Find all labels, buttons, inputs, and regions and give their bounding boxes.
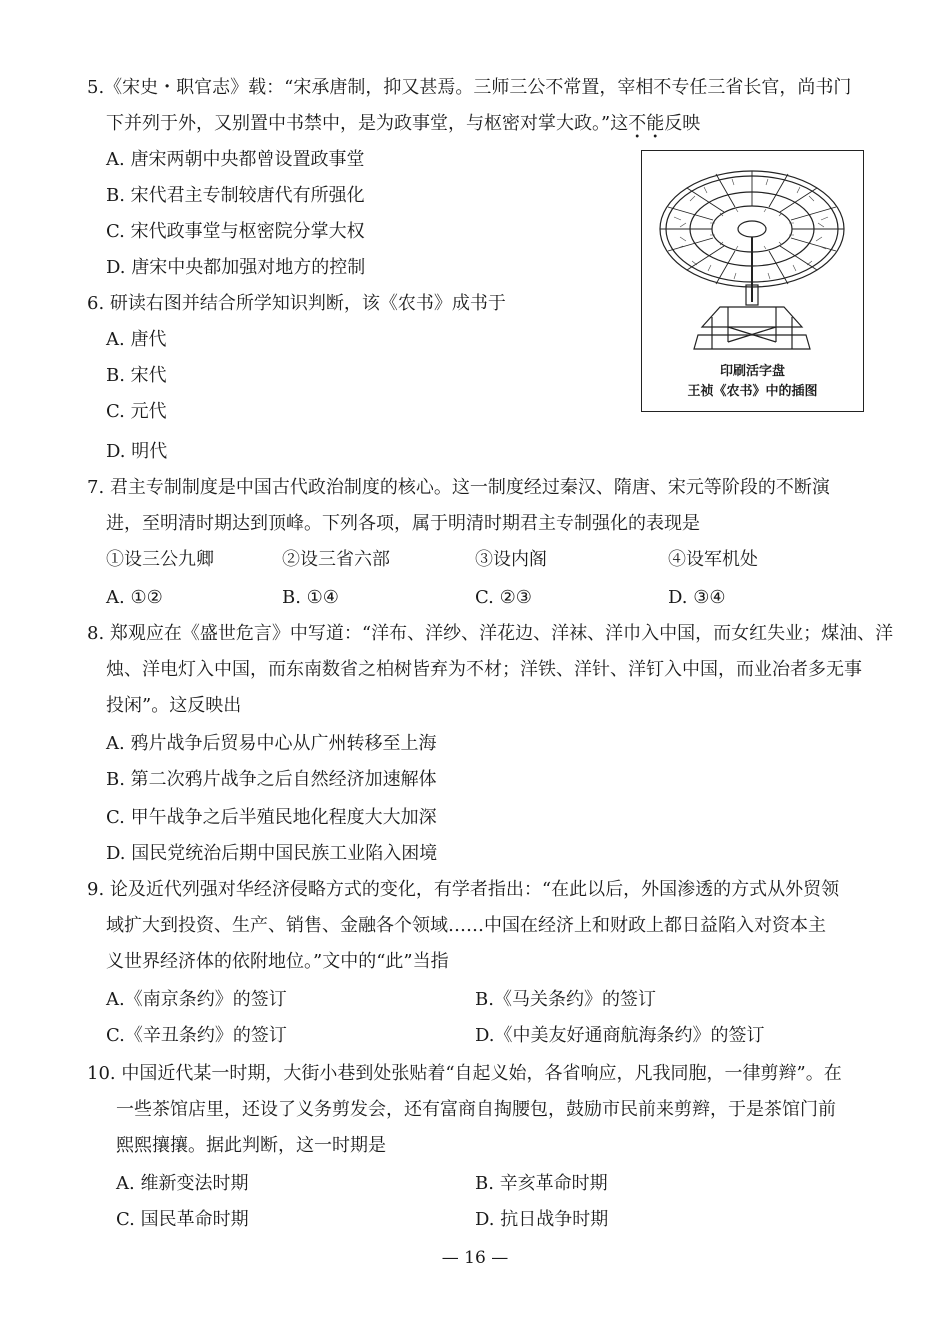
q6-stem: 6. 研读右图并结合所学知识判断，该《农书》成书于 [87,293,506,314]
q7-stem-line1: 7. 君主专制制度是中国古代政治制度的核心。这一制度经过秦汉、隋唐、宋元等阶段的不断演 [87,477,830,498]
q7-option-a: A. ①② [106,587,163,608]
q10-option-d: D. 抗日战争时期 [475,1209,609,1230]
q6-option-b: B. 宋代 [106,365,167,386]
q6-option-c: C. 元代 [106,401,167,422]
q10-stem-line3: 熙熙攘攘。据此判断，这一时期是 [116,1135,386,1156]
q7-item-4: ④设军机处 [668,549,758,570]
q5-stem-line2-pre: 下并列于外，又别置中书禁中，是为政事堂，与枢密对掌大政。”这 [106,113,629,134]
q6-option-a: A. 唐代 [106,329,167,350]
q8-stem-line2: 烛、洋电灯入中国，而东南数省之柏树皆弃为不材；洋铁、洋针、洋钉入中国，而业冶者多无事 [106,659,862,680]
q8-stem-line1: 8. 郑观应在《盛世危言》中写道：“洋布、洋纱、洋花边、洋袜、洋巾入中国，而女红失业；煤油、洋 [87,623,894,644]
q10-stem-line1: 10. 中国近代某一时期，大街小巷到处张贴着“自起义始，各省响应，凡我同胞，一律剪辫”。在 [87,1063,842,1084]
q9-option-b: B.《马关条约》的签订 [475,989,656,1010]
q5-emphasis-char-1: 不 [628,113,647,134]
q7-option-d: D. ③④ [668,587,726,608]
q9-stem-line2: 域扩大到投资、生产、销售、金融各个领域……中国在经济上和财政上都日益陷入对资本主 [106,915,826,936]
q8-option-b: B. 第二次鸦片战争之后自然经济加速解体 [106,769,437,790]
q10-stem-line2: 一些茶馆店里，还设了义务剪发会，还有富商自掏腰包，鼓励市民前来剪辫，于是茶馆门前 [116,1099,836,1120]
q5-stem-line2-post: 反映 [664,113,701,134]
q5-option-d: D. 唐宋中央都加强对地方的控制 [106,257,366,278]
q5-option-b: B. 宋代君主专制较唐代有所强化 [106,185,365,206]
page-number: — 16 — [441,1248,509,1268]
q6-option-d: D. 明代 [106,441,168,462]
q10-option-c: C. 国民革命时期 [116,1209,249,1230]
q5-stem-line2 [106,112,700,136]
q8-option-a: A. 鸦片战争后贸易中心从广州转移至上海 [106,733,437,754]
q7-item-3: ③设内阁 [475,549,547,570]
q7-item-2: ②设三省六部 [282,549,390,570]
q10-option-a: A. 维新变法时期 [116,1173,249,1194]
q8-option-c: C. 甲午战争之后半殖民地化程度大大加深 [106,807,437,828]
q5-emphasis-char-2: 能 [646,113,665,134]
q8-stem-line3: 投闲”。这反映出 [106,695,242,716]
q7-option-c: C. ②③ [475,587,532,608]
q9-stem-line1: 9. 论及近代列强对华经济侵略方式的变化，有学者指出：“在此以后，外国渗透的方式从外贸领 [87,879,840,900]
q7-item-1: ①设三公九卿 [106,549,214,570]
q7-option-b: B. ①④ [282,587,339,608]
rotating-type-tray-illustration [650,157,855,357]
type-tray-figure [641,150,864,412]
q7-stem-line2: 进，至明清时期达到顶峰。下列各项，属于明清时期君主专制强化的表现是 [106,513,700,534]
q5-option-c: C. 宋代政事堂与枢密院分掌大权 [106,221,365,242]
q9-option-a: A.《南京条约》的签订 [106,989,287,1010]
figure-caption-title: 印刷活字盘 [719,364,785,379]
q9-option-d: D.《中美友好通商航海条约》的签订 [475,1025,765,1046]
q5-stem-line1: 5.《宋史・职官志》载：“宋承唐制，抑又甚焉。三师三公不常置，宰相不专任三省长官，尚书门 [87,77,852,98]
q9-option-c: C.《辛丑条约》的签订 [106,1025,287,1046]
figure-caption-source: 王祯《农书》中的插图 [687,384,818,399]
q8-option-d: D. 国民党统治后期中国民族工业陷入困境 [106,843,438,864]
q9-stem-line3: 义世界经济体的依附地位。”文中的“此”当指 [106,951,449,972]
q5-option-a: A. 唐宋两朝中央都曾设置政事堂 [106,149,365,170]
q10-option-b: B. 辛亥革命时期 [475,1173,608,1194]
